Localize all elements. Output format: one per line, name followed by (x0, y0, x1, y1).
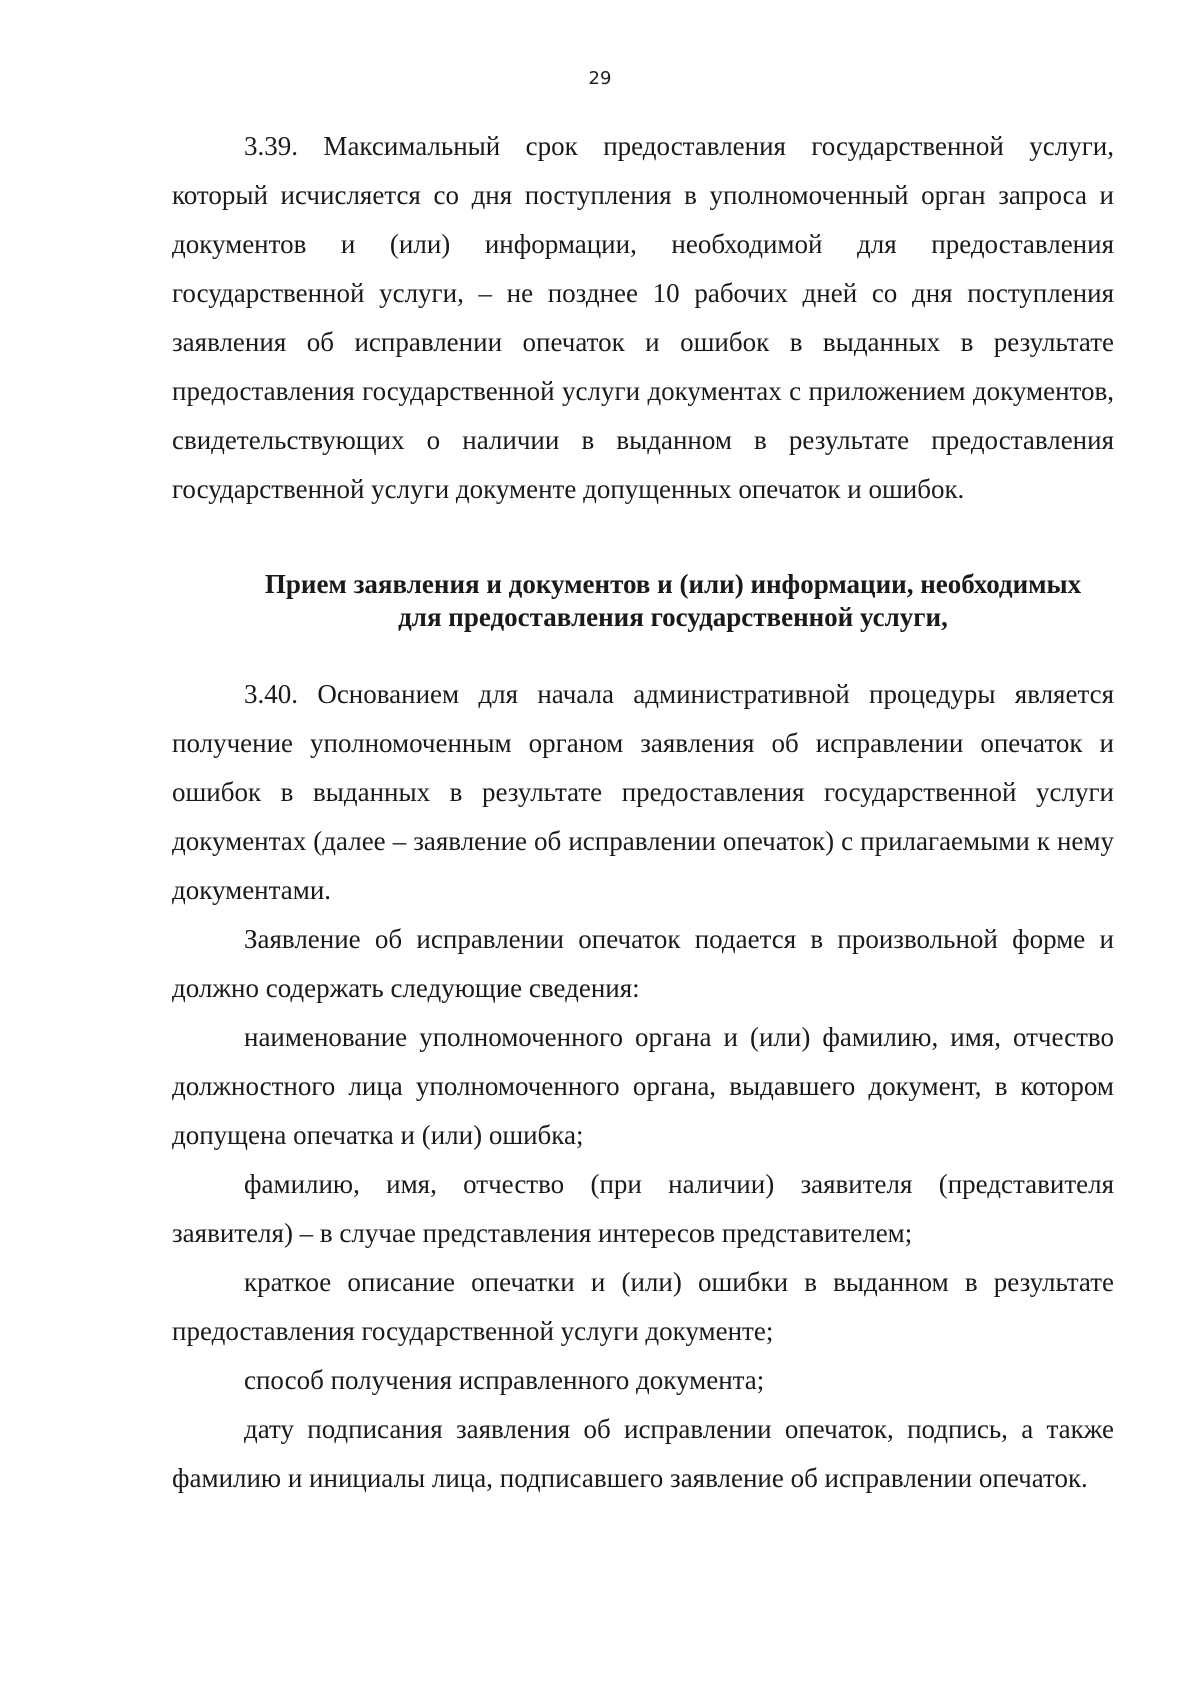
page-number: 29 (588, 68, 612, 89)
section-3-40 (172, 670, 1114, 1503)
paragraph-form-requirements: Заявление об исправлении опечаток подается в произвольной форме и должно содержать следующие сведения: (172, 924, 1114, 1003)
heading-line-2: для предоставления государственной услуги, (398, 602, 948, 632)
list-item-applicant-name: фамилию, имя, отчество (при наличии) заявителя (представителя заявителя) – в случае представления интересов представителем; (172, 1169, 1114, 1248)
section-heading (172, 568, 1114, 634)
heading-line-1: Прием заявления и документов и (или) информации, необходимых (264, 569, 1082, 599)
paragraph-3-40: 3.40. Основанием для начала административной процедуры является получение уполномоченным органом заявления об исправлении опечаток и ошибок в выданных в результате предоставления государственной услуги документах (далее – заявление об исправлении опечаток) с прилагаемыми к нему документами. (172, 679, 1114, 905)
list-item-authority-name: наименование уполномоченного органа и (или) фамилию, имя, отчество должностного лица уполномоченного органа, выдавшего документ, в котором допущена опечатка и (или) ошибка; (172, 1022, 1114, 1150)
list-item-signature-date: дату подписания заявления об исправлении опечаток, подпись, а также фамилию и инициалы лица, подписавшего заявление об исправлении опечаток. (172, 1414, 1114, 1493)
section-3-39 (172, 122, 1114, 514)
paragraph-3-39: 3.39. Максимальный срок предоставления государственной услуги, который исчисляется со дня поступления в уполномоченный орган запроса и документов и (или) информации, необходимой для предоставления государственной услуги, – не позднее 10 рабочих дней со дня поступления заявления об исправлении опечаток и ошибок в выданных в результате предоставления государственной услуги документах с приложением документов, свидетельствующих о наличии в выданном в результате предоставления государственной услуги документе допущенных опечаток и ошибок. (172, 131, 1114, 504)
list-item-delivery-method: способ получения исправленного документа; (244, 1365, 765, 1395)
list-item-error-description: краткое описание опечатки и (или) ошибки в выданном в результате предоставления государственной услуги документе; (172, 1267, 1114, 1346)
